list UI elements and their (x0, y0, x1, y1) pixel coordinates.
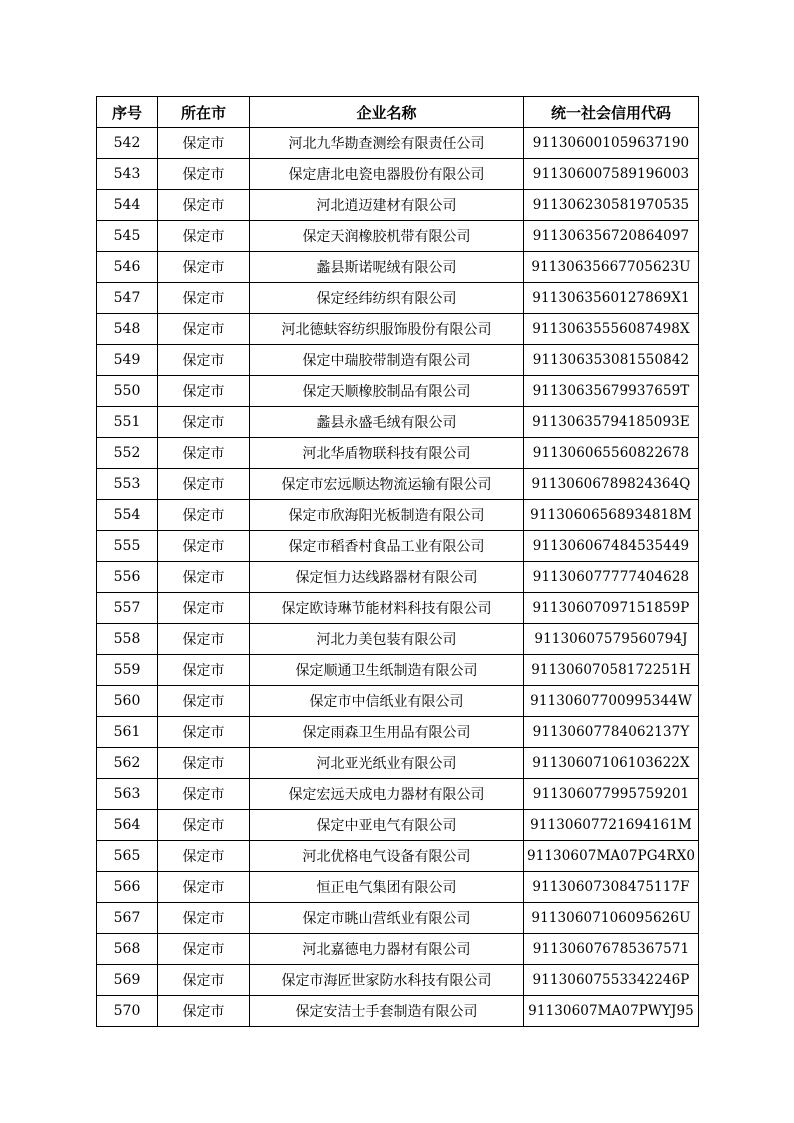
cell-credit-code: 91130607721694161M (524, 810, 699, 841)
cell-credit-code: 91130607058172251H (524, 655, 699, 686)
cell-company-name: 河北华盾物联科技有限公司 (250, 438, 524, 469)
cell-seq: 561 (97, 717, 158, 748)
table-row (97, 314, 699, 345)
cell-company-name: 保定雨森卫生用品有限公司 (250, 717, 524, 748)
cell-credit-code: 911306077777404628 (524, 562, 699, 593)
cell-company-name: 保定天顺橡胶制品有限公司 (250, 376, 524, 407)
cell-credit-code: 911306230581970535 (524, 190, 699, 221)
cell-company-name: 保定市欣海阳光板制造有限公司 (250, 500, 524, 531)
table-row (97, 872, 699, 903)
cell-seq: 562 (97, 748, 158, 779)
cell-company-name: 蠡县斯诺呢绒有限公司 (250, 252, 524, 283)
table-row (97, 779, 699, 810)
cell-seq: 565 (97, 841, 158, 872)
cell-city: 保定市 (158, 903, 250, 934)
cell-credit-code: 91130607106103622X (524, 748, 699, 779)
cell-seq: 553 (97, 469, 158, 500)
cell-credit-code: 911306076785367571 (524, 934, 699, 965)
table-row (97, 376, 699, 407)
cell-city: 保定市 (158, 407, 250, 438)
cell-credit-code: 91130607579560794J (524, 624, 699, 655)
cell-seq: 548 (97, 314, 158, 345)
cell-city: 保定市 (158, 159, 250, 190)
cell-company-name: 河北亚光纸业有限公司 (250, 748, 524, 779)
cell-company-name: 保定市中信纸业有限公司 (250, 686, 524, 717)
cell-credit-code: 91130607MA07PWYJ95 (524, 996, 699, 1027)
cell-credit-code: 91130607700995344W (524, 686, 699, 717)
cell-credit-code: 9113063560127869X1 (524, 283, 699, 314)
cell-seq: 569 (97, 965, 158, 996)
cell-credit-code: 911306356720864097 (524, 221, 699, 252)
cell-city: 保定市 (158, 314, 250, 345)
cell-seq: 557 (97, 593, 158, 624)
table-row (97, 624, 699, 655)
cell-seq: 544 (97, 190, 158, 221)
cell-seq: 543 (97, 159, 158, 190)
cell-city: 保定市 (158, 748, 250, 779)
table-row (97, 655, 699, 686)
cell-company-name: 保定市眺山营纸业有限公司 (250, 903, 524, 934)
cell-city: 保定市 (158, 283, 250, 314)
table-row (97, 283, 699, 314)
table-row (97, 965, 699, 996)
table-row (97, 996, 699, 1027)
cell-city: 保定市 (158, 934, 250, 965)
cell-city: 保定市 (158, 686, 250, 717)
header-row (97, 97, 699, 128)
table-row (97, 903, 699, 934)
cell-seq: 550 (97, 376, 158, 407)
cell-city: 保定市 (158, 810, 250, 841)
table-row (97, 159, 699, 190)
cell-company-name: 保定中瑞胶带制造有限公司 (250, 345, 524, 376)
table-row (97, 531, 699, 562)
cell-company-name: 河北力美包装有限公司 (250, 624, 524, 655)
cell-company-name: 保定欧诗琳节能材料科技有限公司 (250, 593, 524, 624)
cell-seq: 558 (97, 624, 158, 655)
cell-seq: 559 (97, 655, 158, 686)
cell-company-name: 河北德蚨容纺织服饰股份有限公司 (250, 314, 524, 345)
cell-seq: 570 (97, 996, 158, 1027)
cell-company-name: 河北逍迈建材有限公司 (250, 190, 524, 221)
table-row (97, 500, 699, 531)
cell-company-name: 保定中亚电气有限公司 (250, 810, 524, 841)
header-city: 所在市 (158, 97, 250, 128)
table-row (97, 438, 699, 469)
cell-seq: 556 (97, 562, 158, 593)
cell-credit-code: 91130606789824364Q (524, 469, 699, 500)
table-row (97, 748, 699, 779)
cell-city: 保定市 (158, 562, 250, 593)
table-row (97, 841, 699, 872)
table-row (97, 717, 699, 748)
cell-credit-code: 91130607308475117F (524, 872, 699, 903)
table-row (97, 934, 699, 965)
table-row (97, 810, 699, 841)
cell-seq: 564 (97, 810, 158, 841)
cell-seq: 563 (97, 779, 158, 810)
cell-company-name: 保定安洁士手套制造有限公司 (250, 996, 524, 1027)
cell-company-name: 保定天润橡胶机带有限公司 (250, 221, 524, 252)
table-body (97, 128, 699, 1027)
enterprise-table (96, 96, 699, 1027)
cell-credit-code: 911306067484535449 (524, 531, 699, 562)
cell-city: 保定市 (158, 717, 250, 748)
cell-city: 保定市 (158, 872, 250, 903)
cell-city: 保定市 (158, 128, 250, 159)
cell-credit-code: 91130607106095626U (524, 903, 699, 934)
cell-credit-code: 911306065560822678 (524, 438, 699, 469)
cell-city: 保定市 (158, 965, 250, 996)
cell-company-name: 蠡县永盛毛绒有限公司 (250, 407, 524, 438)
table-row (97, 221, 699, 252)
cell-seq: 567 (97, 903, 158, 934)
cell-credit-code: 91130607553342246P (524, 965, 699, 996)
cell-credit-code: 911306001059637190 (524, 128, 699, 159)
cell-credit-code: 91130607MA07PG4RX0 (524, 841, 699, 872)
cell-seq: 568 (97, 934, 158, 965)
cell-company-name: 保定市海匠世家防水科技有限公司 (250, 965, 524, 996)
cell-seq: 560 (97, 686, 158, 717)
cell-seq: 546 (97, 252, 158, 283)
table-row (97, 128, 699, 159)
cell-credit-code: 911306353081550842 (524, 345, 699, 376)
table-row (97, 593, 699, 624)
cell-city: 保定市 (158, 376, 250, 407)
cell-seq: 542 (97, 128, 158, 159)
cell-company-name: 保定宏远天成电力器材有限公司 (250, 779, 524, 810)
cell-city: 保定市 (158, 655, 250, 686)
document-page (96, 96, 698, 1027)
cell-city: 保定市 (158, 345, 250, 376)
cell-city: 保定市 (158, 624, 250, 655)
cell-city: 保定市 (158, 841, 250, 872)
cell-city: 保定市 (158, 221, 250, 252)
cell-seq: 549 (97, 345, 158, 376)
cell-credit-code: 911306077995759201 (524, 779, 699, 810)
cell-city: 保定市 (158, 252, 250, 283)
cell-city: 保定市 (158, 190, 250, 221)
cell-credit-code: 91130607097151859P (524, 593, 699, 624)
cell-company-name: 保定市稻香村食品工业有限公司 (250, 531, 524, 562)
table-row (97, 345, 699, 376)
cell-city: 保定市 (158, 593, 250, 624)
cell-city: 保定市 (158, 779, 250, 810)
table-row (97, 469, 699, 500)
cell-company-name: 保定恒力达线路器材有限公司 (250, 562, 524, 593)
cell-city: 保定市 (158, 531, 250, 562)
cell-company-name: 保定市宏远顺达物流运输有限公司 (250, 469, 524, 500)
cell-credit-code: 911306007589196003 (524, 159, 699, 190)
cell-credit-code: 91130635794185093E (524, 407, 699, 438)
header-seq: 序号 (97, 97, 158, 128)
cell-company-name: 河北优格电气设备有限公司 (250, 841, 524, 872)
cell-credit-code: 91130635556087498X (524, 314, 699, 345)
cell-seq: 555 (97, 531, 158, 562)
cell-credit-code: 91130635667705623U (524, 252, 699, 283)
cell-credit-code: 91130635679937659T (524, 376, 699, 407)
header-name: 企业名称 (250, 97, 524, 128)
cell-seq: 554 (97, 500, 158, 531)
cell-company-name: 河北嘉德电力器材有限公司 (250, 934, 524, 965)
cell-credit-code: 91130606568934818M (524, 500, 699, 531)
cell-seq: 547 (97, 283, 158, 314)
cell-company-name: 保定顺通卫生纸制造有限公司 (250, 655, 524, 686)
cell-seq: 566 (97, 872, 158, 903)
cell-city: 保定市 (158, 500, 250, 531)
header-code: 统一社会信用代码 (524, 97, 699, 128)
table-row (97, 686, 699, 717)
cell-seq: 545 (97, 221, 158, 252)
cell-seq: 551 (97, 407, 158, 438)
cell-company-name: 恒正电气集团有限公司 (250, 872, 524, 903)
table-row (97, 252, 699, 283)
cell-seq: 552 (97, 438, 158, 469)
cell-company-name: 河北九华勘查测绘有限责任公司 (250, 128, 524, 159)
cell-city: 保定市 (158, 996, 250, 1027)
table-row (97, 407, 699, 438)
cell-credit-code: 91130607784062137Y (524, 717, 699, 748)
cell-city: 保定市 (158, 438, 250, 469)
table-row (97, 562, 699, 593)
cell-city: 保定市 (158, 469, 250, 500)
cell-company-name: 保定经纬纺织有限公司 (250, 283, 524, 314)
cell-company-name: 保定唐北电瓷电器股份有限公司 (250, 159, 524, 190)
table-header (97, 97, 699, 128)
table-row (97, 190, 699, 221)
